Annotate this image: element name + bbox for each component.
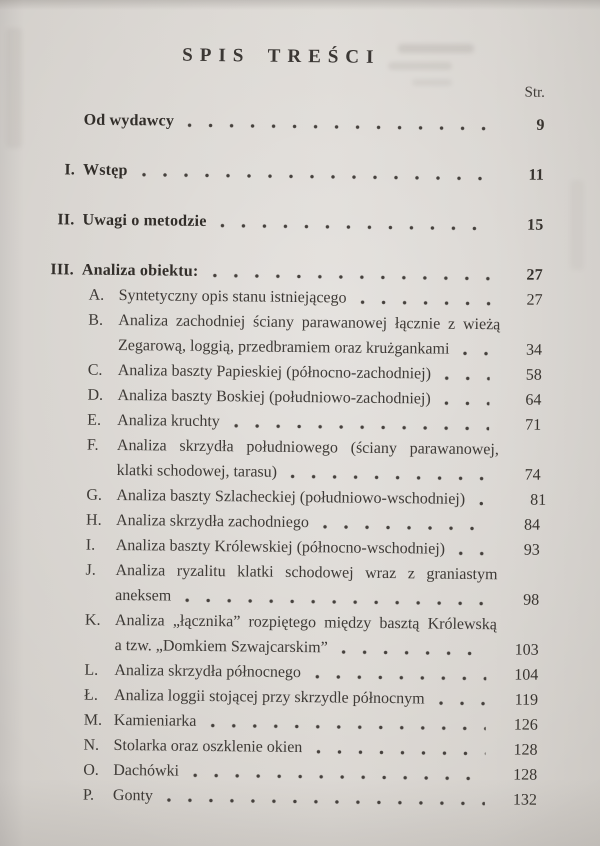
dot-leader xyxy=(211,272,491,282)
toc-entry xyxy=(45,207,543,238)
entry-marker: H. xyxy=(85,511,102,529)
dot-leader xyxy=(444,400,490,408)
toc-entry xyxy=(46,157,544,188)
dot-leader xyxy=(478,500,494,507)
entry-marker: II. xyxy=(57,211,75,229)
toc-entry-line xyxy=(39,782,537,813)
entry-text: a tzw. „Domkiem Szwajcarskim” xyxy=(114,636,328,657)
dot-leader xyxy=(458,550,488,557)
dot-leader xyxy=(341,649,487,658)
entry-marker xyxy=(85,633,115,658)
entry-marker: III. xyxy=(50,261,75,279)
toc-entry-line xyxy=(46,157,544,188)
entry-marker: D. xyxy=(87,386,104,404)
entry-text: Uwagi o metodzie xyxy=(82,211,207,230)
page-number: 119 xyxy=(514,691,539,709)
toc-entry xyxy=(41,557,540,613)
entry-marker xyxy=(46,107,83,132)
dot-leader xyxy=(315,748,485,757)
page-number: 98 xyxy=(523,591,540,609)
entry-marker: E. xyxy=(87,411,102,429)
entry-marker: M. xyxy=(83,711,103,729)
dot-leader xyxy=(462,350,490,357)
page-number: 64 xyxy=(525,391,542,409)
entry-text: Analiza skrzydła zachodniego xyxy=(115,511,309,532)
entry-text: Dachówki xyxy=(113,761,180,780)
entry-text: klatki schodowej, tarasu) xyxy=(116,461,278,481)
entry-text: aneksem xyxy=(115,586,172,605)
page-number: 11 xyxy=(528,166,545,184)
entry-text: Analiza baszty Szlacheckiej (południowo-wschodniej) xyxy=(116,486,466,508)
entry-marker: K. xyxy=(84,611,101,629)
entry-text: Analiza kruchty xyxy=(117,411,220,431)
dot-leader xyxy=(166,797,485,808)
dot-leader xyxy=(209,722,485,732)
entry-text: Analiza ryzalitu klatki schodowej wraz z graniastym xyxy=(115,561,498,584)
page-number: 71 xyxy=(525,416,542,434)
page-number: 74 xyxy=(524,466,541,484)
entry-marker: N. xyxy=(83,736,100,754)
page-number: 27 xyxy=(526,291,543,309)
dot-leader xyxy=(192,772,485,782)
dot-leader xyxy=(290,473,489,482)
entry-marker xyxy=(85,583,115,608)
entry-marker xyxy=(88,333,118,358)
page-number: 132 xyxy=(512,791,538,809)
entry-text: Kamieniarka xyxy=(113,711,197,730)
entry-marker: G. xyxy=(86,486,103,504)
entry-text: Analiza obiektu: xyxy=(81,261,199,280)
page-number: 15 xyxy=(526,216,544,234)
toc-entry xyxy=(41,607,540,663)
entry-marker: F. xyxy=(86,436,99,454)
page-column-header: Str. xyxy=(524,84,546,101)
page-number: 128 xyxy=(513,741,538,759)
page-number: 128 xyxy=(513,766,538,784)
toc-entry-line xyxy=(45,207,543,238)
page-number: 81 xyxy=(530,491,547,509)
entry-marker: C. xyxy=(87,361,103,379)
toc-entry xyxy=(44,307,543,363)
page-number: 34 xyxy=(525,341,543,359)
dot-leader xyxy=(219,222,491,232)
page-number: 58 xyxy=(525,366,542,384)
entry-marker xyxy=(87,458,117,483)
entry-text: Syntetyczny opis stanu istniejącego xyxy=(118,286,347,307)
toc-entry xyxy=(43,432,542,488)
dot-leader xyxy=(314,673,486,682)
dot-leader xyxy=(444,375,490,383)
entry-marker: A. xyxy=(88,286,105,304)
entry-marker: O. xyxy=(83,761,99,779)
entry-marker: L. xyxy=(84,661,99,679)
entry-text: Analiza zachodniej ściany parawanowej łącznie z wieżą xyxy=(118,311,501,334)
entry-text: Wstęp xyxy=(82,161,128,180)
entry-text: Analiza baszty Królewskiej (północno-wschodniej) xyxy=(115,536,446,558)
page-number: 103 xyxy=(514,641,539,659)
entry-text: Stolarka oraz oszklenie okien xyxy=(113,736,303,757)
entry-marker: I. xyxy=(64,161,76,179)
dot-leader xyxy=(141,171,492,182)
entry-text: Analiza skrzydła północnego xyxy=(114,661,302,682)
entry-text: Analiza „łącznika” rozpiętego między basztą Królewską xyxy=(114,611,498,634)
page-number: 84 xyxy=(523,516,541,534)
entry-marker: I. xyxy=(85,536,96,554)
page-number: 27 xyxy=(526,266,543,284)
dot-leader xyxy=(233,422,489,432)
page-number: 9 xyxy=(536,116,545,134)
entry-text: Analiza skrzydła południowego (ściany parawanowej, xyxy=(116,436,500,459)
entry-text: Analiza baszty Boskiej (południowo-zachodniej) xyxy=(117,386,431,408)
entry-marker: Ł. xyxy=(84,686,98,704)
page-title: SPIS TREŚCI xyxy=(182,44,381,68)
entry-text: Gonty xyxy=(112,786,154,805)
toc-entries xyxy=(39,107,545,813)
toc-entry xyxy=(46,107,544,138)
dot-leader xyxy=(187,122,493,132)
dot-leader xyxy=(438,700,486,708)
dot-leader xyxy=(184,597,487,607)
entry-text: Analiza baszty Papieskiej (północno-zachodniej) xyxy=(117,361,432,383)
entry-text: Analiza loggii stojącej przy skrzydle północnym xyxy=(114,686,425,708)
toc-entry-line xyxy=(46,107,544,138)
entry-marker: J. xyxy=(85,561,96,579)
dot-leader xyxy=(322,523,488,532)
entry-marker: P. xyxy=(82,786,95,804)
page-number: 104 xyxy=(514,666,539,684)
entry-marker: B. xyxy=(88,311,104,329)
page-number: 126 xyxy=(513,716,538,734)
page-number: 93 xyxy=(523,541,540,559)
entry-text: Od wydawcy xyxy=(83,111,175,130)
entry-text: Zegarową, loggią, przedbramiem oraz krużgankami xyxy=(117,336,450,358)
toc-entry xyxy=(39,782,537,813)
dot-leader xyxy=(359,299,490,307)
